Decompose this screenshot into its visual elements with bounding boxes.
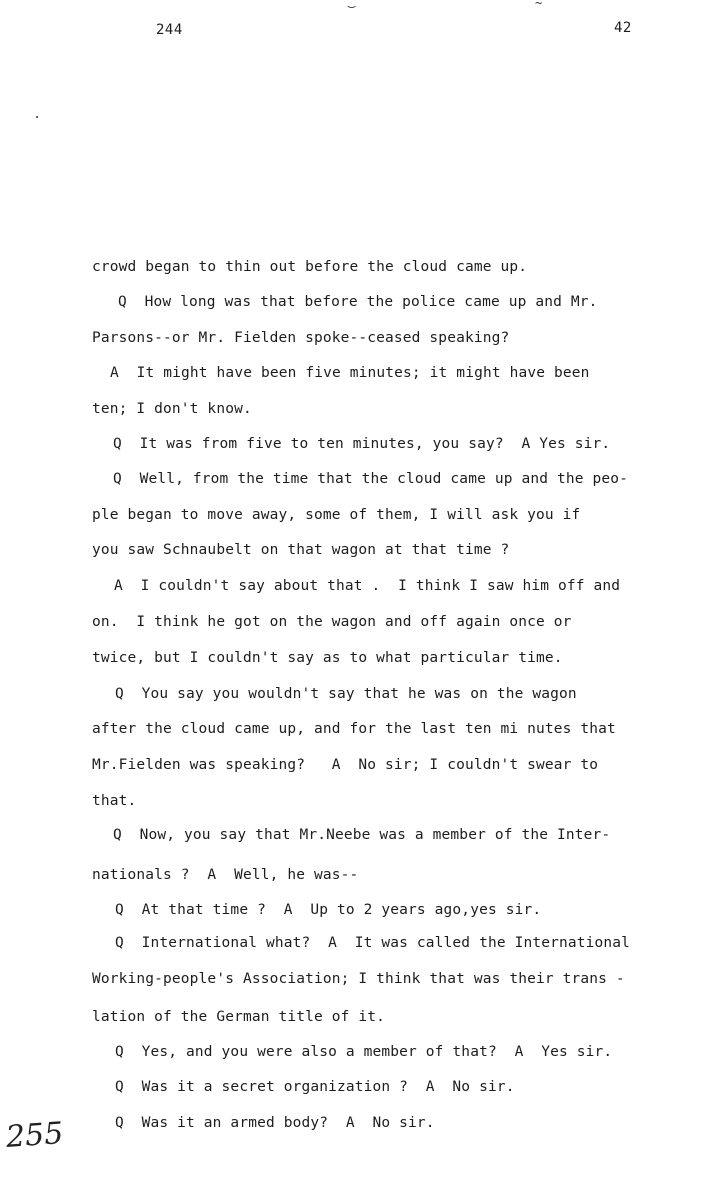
text-line: crowd began to thin out before the cloud came up. [92, 259, 528, 275]
top-ink-mark: ‿ [348, 0, 356, 8]
text-line: Q Was it an armed body? A No sir. [115, 1115, 435, 1131]
text-line: Q It was from five to ten minutes, you say? A Yes sir. [113, 436, 611, 452]
text-line: Q Well, from the time that the cloud came up and the peo- [113, 471, 629, 487]
text-line: on. I think he got on the wagon and off again once or [92, 614, 572, 630]
text-line: Working-people's Association; I think that was their trans - [92, 971, 625, 987]
text-line: Q Was it a secret organization ? A No sir. [115, 1079, 515, 1095]
text-line: twice, but I couldn't say as to what particular time. [92, 650, 563, 666]
text-line: Q Now, you say that Mr.Neebe was a member of the Inter- [113, 827, 611, 843]
text-line: Mr.Fielden was speaking? A No sir; I couldn't swear to [92, 757, 599, 773]
text-line: nationals ? A Well, he was-- [92, 867, 359, 883]
text-line: Q Yes, and you were also a member of that? A Yes sir. [115, 1044, 613, 1060]
text-line: ten; I don't know. [92, 401, 252, 417]
top-ink-mark: ~ [535, 0, 543, 10]
text-line: ple began to move away, some of them, I will ask you if [92, 507, 581, 523]
handwritten-margin-number: 255 [4, 1116, 65, 1155]
text-line: A I couldn't say about that . I think I saw him off and [114, 578, 621, 594]
text-line: Q You say you wouldn't say that he was on the wagon [115, 686, 577, 702]
text-line: Q International what? A It was called the International [115, 935, 631, 951]
text-line: after the cloud came up, and for the last ten mi nutes that [92, 721, 616, 737]
text-line: lation of the German title of it. [92, 1009, 386, 1025]
text-line: A It might have been five minutes; it might have been [110, 365, 590, 381]
ink-speck [36, 116, 38, 118]
page-number-left: 244 [156, 22, 183, 38]
page-number-right: 42 [614, 20, 632, 36]
text-line: Parsons--or Mr. Fielden spoke--ceased speaking? [92, 330, 510, 346]
text-line: you saw Schnaubelt on that wagon at that time ? [92, 542, 510, 558]
text-line: that. [92, 793, 137, 809]
text-line: Q At that time ? A Up to 2 years ago,yes sir. [115, 902, 542, 918]
text-line: Q How long was that before the police came up and Mr. [118, 294, 598, 310]
